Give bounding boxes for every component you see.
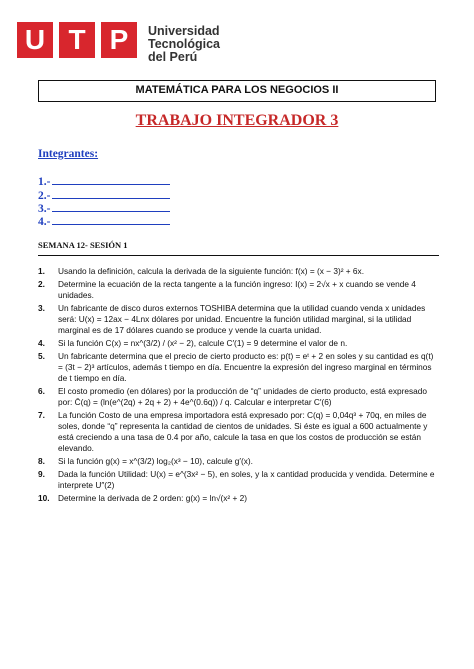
exercise-text: Un fabricante de disco duros externos TOSHIBA determina que la utilidad cuando venda x unidades será: U(x) = 12ax − 4Lnx dólares por unidad. Encuentre la función utilidad marginal, si la utilidad marginal es de 17 dólares cuando se produce y vende la cuarta unidad. (58, 303, 426, 335)
exercise-item (38, 279, 438, 301)
exercise-item (38, 410, 438, 454)
exercise-number: 9. (38, 469, 45, 479)
exercise-number: 5. (38, 351, 45, 361)
exercise-number: 10. (38, 493, 50, 503)
divider (38, 255, 439, 256)
blank-line (52, 214, 170, 225)
member-line-3[interactable] (38, 201, 170, 215)
exercise-text: Si la función C(x) = nx^(3/2) / (x² − 2), calcule C′(1) = 9 determine el valor de n. (58, 338, 348, 348)
logo-letter-t: T (59, 22, 95, 58)
exercise-item (38, 493, 438, 504)
exercise-number: 1. (38, 266, 45, 276)
exercise-text: Determine la derivada de 2 orden: g(x) = ln√(x² + 2) (58, 493, 248, 503)
university-name (148, 25, 220, 64)
member-line-1[interactable] (38, 174, 170, 188)
university-name-line1: Universidad (148, 24, 220, 38)
blank-line (52, 174, 170, 185)
blank-line (52, 188, 170, 199)
exercise-text: La función Costo de una empresa importadora está expresado por: C(q) = 0,04q³ + 70q, en miles de soles, donde “q” representa la cantidad de cientos de unidades. Si éste es igual a 600 actualmente y está creciendo a una tasa de 0.4 por año, calcule la tasa en que los costos de producción se están elevando. (58, 410, 428, 453)
exercise-item (38, 303, 438, 336)
exercise-number: 3. (38, 303, 45, 313)
member-number: 1.- (38, 176, 51, 188)
logo-letter-u: U (17, 22, 53, 58)
exercise-item (38, 469, 438, 491)
exercise-item (38, 386, 438, 408)
exercise-text: Determine la ecuación de la recta tangente a la función ingreso: I(x) = 2√x + x cuando se vende 4 unidades. (58, 279, 416, 300)
integrantes-label: Integrantes: (38, 148, 99, 160)
member-line-4[interactable] (38, 214, 170, 228)
document-title: TRABAJO INTEGRADOR 3 (135, 112, 339, 129)
member-number: 2.- (38, 190, 51, 202)
exercise-number: 2. (38, 279, 45, 289)
exercise-item (38, 351, 438, 384)
exercise-item (38, 456, 438, 467)
university-name-line3: del Perú (148, 50, 198, 64)
exercise-list (38, 266, 438, 506)
exercise-number: 8. (38, 456, 45, 466)
exercise-text: Dada la función Utilidad: U(x) = e^(3x² − 5), en soles, y la x cantidad producida y vendida. Determine e interprete U″(2) (58, 469, 435, 490)
course-title-box: MATEMÁTICA PARA LOS NEGOCIOS II (38, 80, 436, 102)
member-number: 3.- (38, 203, 51, 215)
exercise-text: Si la función g(x) = x^(3/2) log₂(x³ − 10), calcule g′(x). (58, 456, 253, 466)
logo-letter-p: P (101, 22, 137, 58)
university-name-line2: Tecnológica (148, 37, 221, 51)
exercise-text: El costo promedio (en dólares) por la producción de “q” unidades de cierto producto, está expresado por: C̄(q) = (ln(e^(2q) + 2q + 2) + 4e^(0.6q)) / q. Calcular e interpretar C′(6) (58, 386, 427, 407)
exercise-number: 6. (38, 386, 45, 396)
exercise-number: 7. (38, 410, 45, 420)
exercise-text: Un fabricante determina que el precio de cierto producto es: p(t) = eᵗ + 2 en soles y su cantidad es q(t) = (3t − 2)³ artículos, además t tiempo en día. Encuentre la expresión del ingreso marginal en términos de t tiempo en día. (58, 351, 434, 383)
exercise-number: 4. (38, 338, 45, 348)
member-line-2[interactable] (38, 188, 170, 202)
member-number: 4.- (38, 216, 51, 228)
exercise-item (38, 266, 438, 277)
blank-line (52, 201, 170, 212)
exercise-item (38, 338, 438, 349)
session-label: SEMANA 12- SESIÓN 1 (38, 240, 128, 250)
exercise-text: Usando la definición, calcula la derivada de la siguiente función: f(x) = (x − 3)² + 6x. (58, 266, 365, 276)
